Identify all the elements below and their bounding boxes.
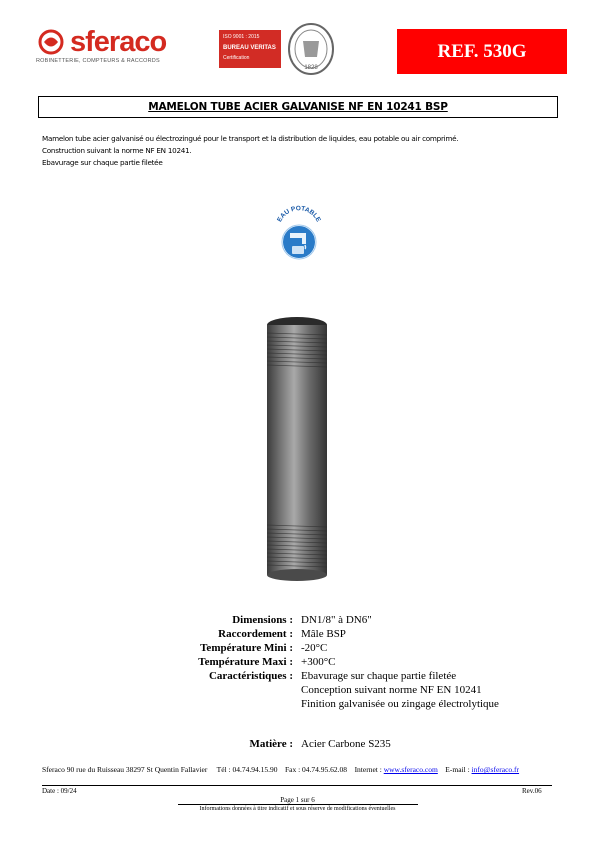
website-link[interactable]: www.sferaco.com [383,765,438,774]
dimensions-label: Dimensions : [232,614,293,626]
spec-temp-mini [150,641,570,655]
specifications [150,613,570,751]
bureau-veritas-box [219,30,281,68]
sferaco-logo [36,26,186,70]
temp-maxi-label: Température Maxi : [198,656,293,668]
page-title: MAMELON TUBE ACIER GALVANISE NF EN 10241 BSP [148,101,448,113]
page-divider [178,804,418,805]
logo-subtitle: ROBINETTERIE, COMPTEURS & RACCORDS [36,58,160,64]
matiere-value: Acier Carbone S235 [301,738,391,750]
raccordement-value: Mâle BSP [301,628,346,640]
caracteristique-1: Ebavurage sur chaque partie filetée [301,670,457,682]
footer-internet-label: Internet : [354,765,382,774]
temp-maxi-value: +300°C [301,656,336,668]
spec-caracteristiques [150,669,570,711]
svg-text:EAU POTABLE [276,205,322,224]
cert-bureau: BUREAU VERITAS [223,45,276,51]
footer-date: Date : 09/24 [42,787,77,795]
description-line-1: Mamelon tube acier galvanisé ou électrozingué pour le transport et la distribution de liquides, eau potable ou air comprimé. [42,134,459,143]
footer-contact [42,765,519,774]
description-line-2: Construction suivant la norme NF EN 10241. [42,146,192,155]
caracteristiques-label: Caractéristiques : [208,670,293,682]
page-number: Page 1 sur 6 [280,796,315,804]
email-link[interactable]: info@sferaco.fr [471,765,520,774]
caracteristique-3: Finition galvanisée ou zingage électrolytique [301,698,499,710]
cert-iso: ISO 9001 : 2015 [223,34,260,40]
temp-mini-value: -20°C [301,642,328,654]
seal-year: 1828 [304,65,318,71]
footer-email-label: E-mail : [445,765,470,774]
footer-divider [42,785,552,786]
title-box [38,96,558,118]
dimensions-value: DN1/8" à DN6" [301,614,372,626]
caracteristiques-values [301,669,499,711]
eau-potable-icon [272,202,326,262]
eau-potable-label: EAU POTABLE [276,205,322,224]
cert-certification: Certification [223,55,250,61]
footer-disclaimer: Informations données à titre indicatif et sous réserve de modifications éventuelles [199,806,396,812]
description [42,133,562,169]
matiere-label: Matière : [249,738,293,750]
logo-text: sferaco [70,26,167,58]
bureau-veritas-seal-icon [285,23,337,75]
product-image [255,315,339,583]
footer-tel: Tél : 04.74.94.15.90 [216,765,278,774]
footer-address: Sferaco 90 rue du Ruisseau 38297 St Quentin Fallavier [42,765,208,774]
sferaco-logo-mark-icon [38,29,66,55]
footer-fax: Fax : 04.74.95.62.08 [284,765,348,774]
caracteristique-2: Conception suivant norme NF EN 10241 [301,684,482,696]
spec-temp-maxi [150,655,570,669]
spec-matiere [150,737,570,751]
footer-revision: Rev.06 [522,787,542,795]
description-line-3: Ebavurage sur chaque partie filetée [42,158,163,167]
spec-dimensions [150,613,570,627]
temp-mini-label: Température Mini : [200,642,293,654]
reference-badge: REF. 530G [397,29,567,74]
certification-badge [219,23,339,75]
spec-raccordement [150,627,570,641]
raccordement-label: Raccordement : [218,628,293,640]
